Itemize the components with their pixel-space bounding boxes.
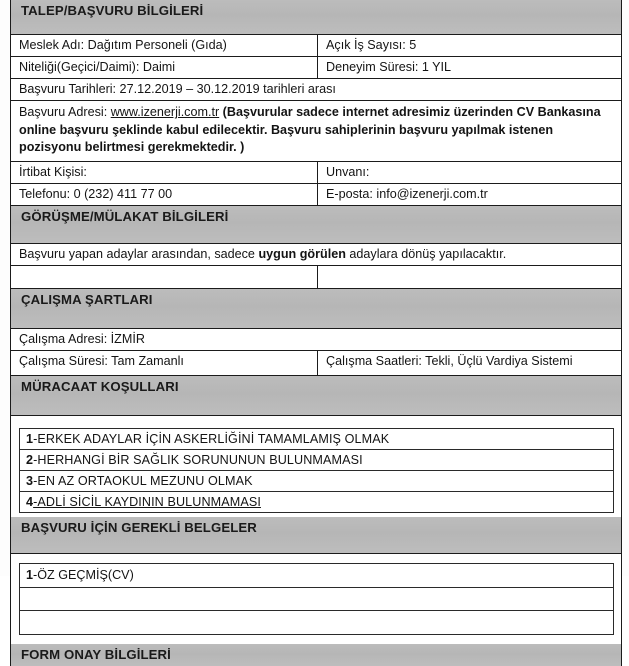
- list-item-number: 4: [26, 494, 34, 509]
- field-eposta: E-posta: info@izenerji.com.tr: [317, 184, 621, 205]
- section-header-talep-basvuru: [11, 0, 621, 35]
- section-header-gorusme-mulakat: [11, 206, 621, 244]
- list-item-number: 2: [26, 452, 34, 467]
- field-deneyim-suresi: Deneyim Süresi: 1 YIL: [317, 57, 621, 78]
- field-gorusme-note: [11, 244, 621, 265]
- field-acik-is-sayisi: Açık İş Sayısı: 5: [317, 35, 621, 56]
- list-item: [20, 588, 613, 611]
- field-calisma-adresi: Çalışma Adresi: İZMİR: [19, 331, 145, 346]
- table-row: [11, 162, 621, 184]
- list-item-number: 1: [26, 567, 34, 582]
- section-header-basvuru-belgeler-label: BAŞVURU İÇİN GEREKLİ BELGELER: [21, 519, 257, 535]
- field-gorusme-empty-left: [11, 266, 317, 288]
- table-row: [11, 351, 621, 376]
- table-row: [11, 57, 621, 79]
- basvuru-adresi-label: Başvuru Adresi:: [19, 105, 108, 119]
- field-basvuru-adresi: [11, 101, 621, 162]
- section-header-calisma-sartlari: [11, 289, 621, 329]
- belgeler-listbox: [19, 563, 614, 635]
- list-item-label: -EN AZ ORTAOKUL MEZUNU OLMAK: [33, 473, 253, 488]
- belgeler-tail-space: [11, 635, 621, 644]
- field-calisma-suresi: Çalışma Süresi: Tam Zamanlı: [19, 353, 184, 368]
- table-row: [11, 184, 621, 206]
- list-item-number: 3: [26, 473, 34, 488]
- list-item: [20, 492, 613, 512]
- section-header-calisma-sartlari-label: ÇALIŞMA ŞARTLARI: [21, 291, 153, 307]
- list-item: [20, 429, 613, 450]
- form-table: [10, 0, 622, 666]
- field-calisma-saatleri: Çalışma Saatleri: Tekli, Üçlü Vardiya Sistemi: [317, 351, 621, 375]
- section-header-gorusme-mulakat-label: GÖRÜŞME/MÜLAKAT BİLGİLERİ: [21, 208, 229, 224]
- table-row: [11, 244, 621, 266]
- list-item-label: -ÖZ GEÇMİŞ(CV): [33, 567, 134, 582]
- section-header-muracaat-kosullari-label: MÜRACAAT KOŞULLARI: [21, 378, 179, 394]
- list-item-label: -ADLİ SİCİL KAYDININ BULUNMAMASI: [33, 494, 261, 509]
- field-gorusme-empty-right: [317, 266, 621, 288]
- list-item-label: -ERKEK ADAYLAR İÇİN ASKERLİĞİNİ TAMAMLAMIŞ OLMAK: [33, 431, 390, 446]
- muracaat-kosullari-list-container: [11, 416, 621, 517]
- field-telefonu: Telefonu: 0 (232) 411 77 00: [19, 186, 173, 201]
- table-row: [11, 329, 621, 351]
- field-niteligi: Niteliği(Geçici/Daimi): Daimi: [19, 60, 176, 74]
- section-header-talep-basvuru-label: TALEP/BAŞVURU BİLGİLERİ: [21, 3, 204, 18]
- belgeler-list-container: [11, 554, 621, 635]
- field-unvani: Unvanı:: [317, 162, 621, 183]
- table-row: [11, 79, 621, 101]
- section-header-form-onay: [11, 644, 621, 666]
- section-header-muracaat-kosullari: [11, 376, 621, 416]
- gorusme-note-bold: uygun görülen: [258, 246, 346, 261]
- field-basvuru-tarihleri: Başvuru Tarihleri: 27.12.2019 – 30.12.2019 tarihleri arası: [19, 82, 336, 96]
- gorusme-note-before: Başvuru yapan adaylar arasından, sadece: [19, 246, 259, 261]
- muracaat-kosullari-listbox: [19, 428, 614, 513]
- list-item-label: -HERHANGİ BİR SAĞLIK SORUNUNUN BULUNMAMASI: [33, 452, 363, 467]
- section-header-form-onay-label: FORM ONAY BİLGİLERİ: [21, 646, 171, 662]
- list-item: [20, 611, 613, 634]
- field-meslek-adi: Meslek Adı: Dağıtım Personeli (Gıda): [19, 38, 227, 52]
- table-row: [11, 35, 621, 57]
- field-irtibat-kisisi: İrtibat Kişisi:: [19, 164, 87, 179]
- section-header-basvuru-belgeler: [11, 517, 621, 554]
- basvuru-adresi-note: (Başvurular sadece internet adresimiz üzerinden CV Bankasına online başvuru şeklinde kabul edilecektir. Başvuru sahiplerinin başvuru yapılmak istenen pozisyonu belirtmesi gerekmektedir. ): [19, 105, 601, 154]
- list-item: [20, 450, 613, 471]
- list-item: [20, 471, 613, 492]
- list-item-number: 1: [26, 431, 34, 446]
- gorusme-note-after: adaylara dönüş yapılacaktır.: [345, 246, 507, 261]
- table-row: [11, 266, 621, 289]
- basvuru-adresi-link[interactable]: www.izenerji.com.tr: [110, 105, 220, 119]
